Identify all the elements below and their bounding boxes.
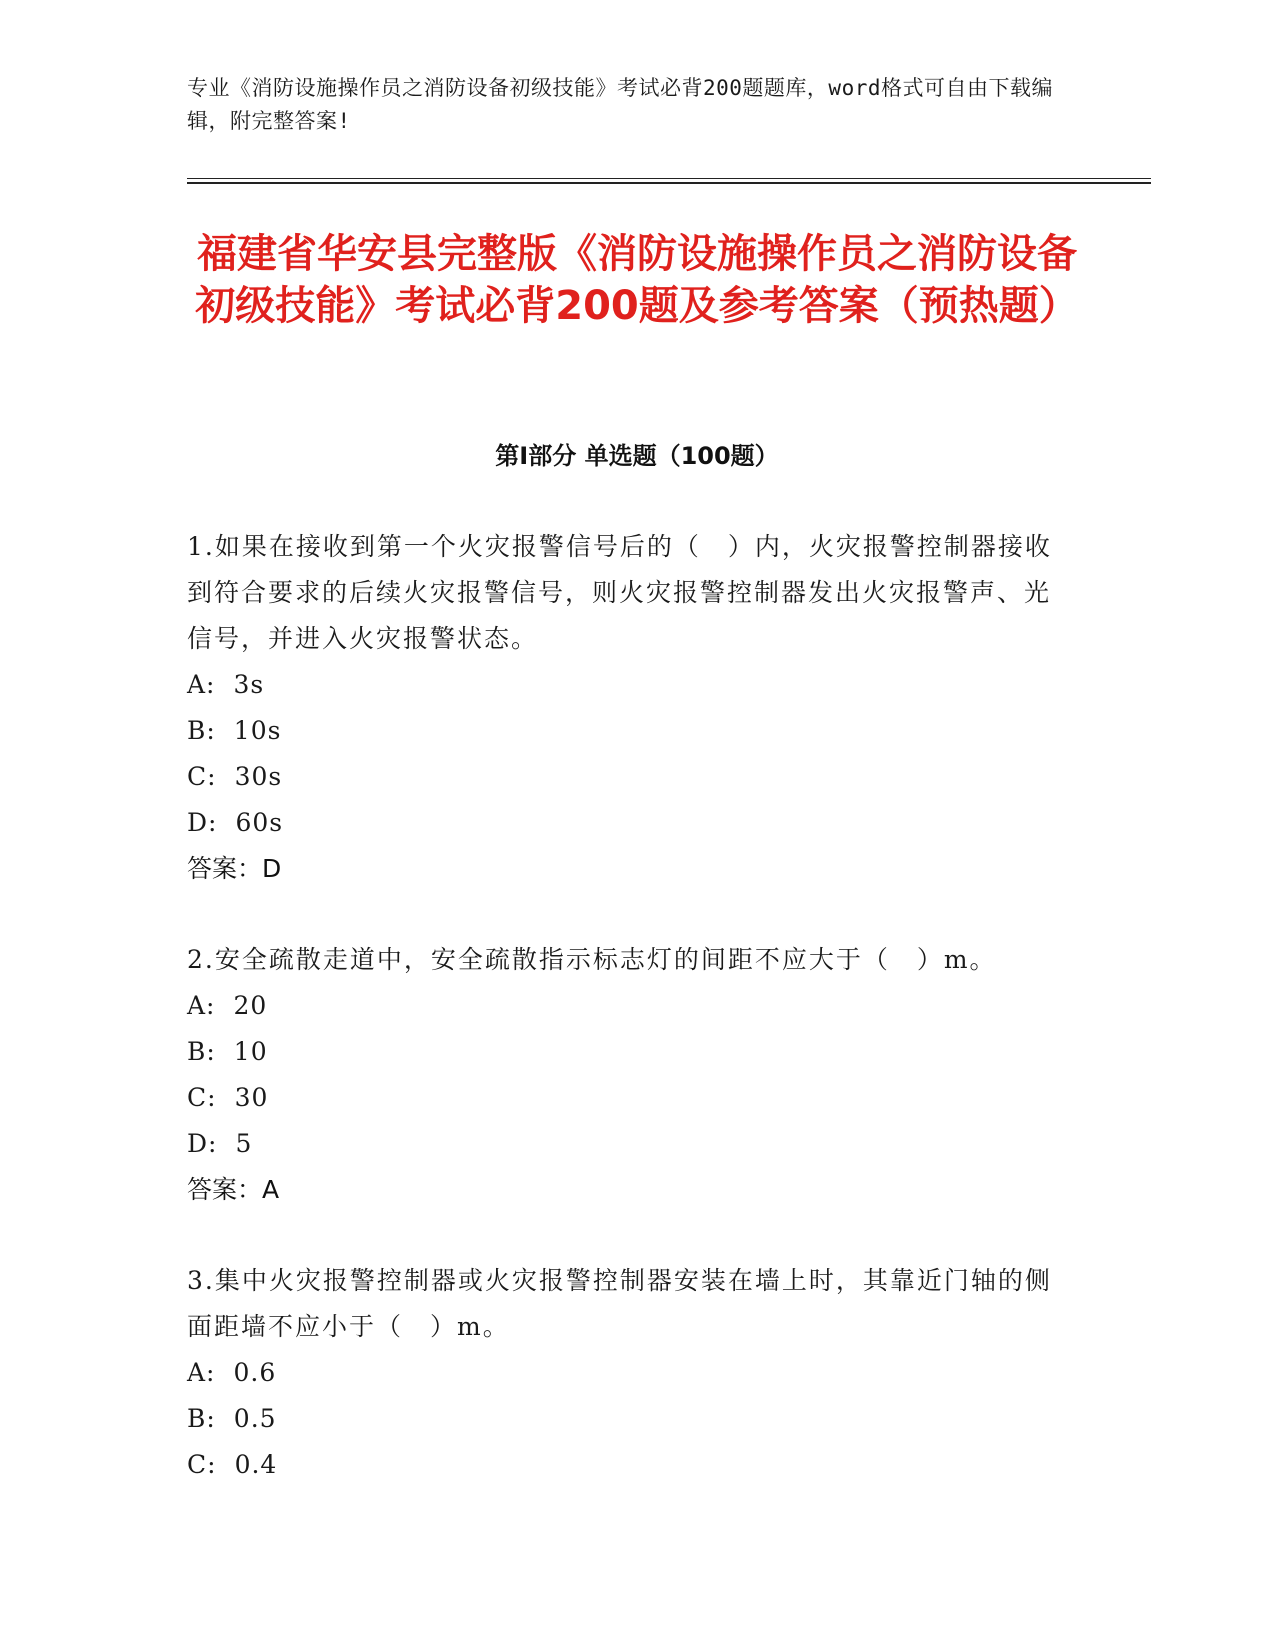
question-list	[187, 524, 1067, 1533]
option-key: C:	[187, 1450, 217, 1479]
option-c	[187, 1075, 1067, 1121]
option-value: 3s	[233, 670, 265, 699]
option-b	[187, 1029, 1067, 1075]
option-value: 20	[233, 991, 268, 1020]
header-note: 专业《消防设施操作员之消防设备初级技能》考试必背200题题库，word格式可自由下载编辑，附完整答案!	[187, 76, 1053, 133]
section-heading: 第I部分 单选题（100题）	[495, 442, 779, 470]
header-divider-thin	[187, 178, 1151, 179]
option-key: A:	[187, 670, 216, 699]
option-a	[187, 662, 1067, 708]
option-key: B:	[187, 716, 216, 745]
option-c	[187, 754, 1067, 800]
option-key: B:	[187, 1404, 216, 1433]
answer: 答案：A	[187, 1175, 280, 1204]
option-key: D:	[187, 1129, 218, 1158]
option-a	[187, 1350, 1067, 1396]
option-a	[187, 983, 1067, 1029]
option-value: 30	[234, 1083, 269, 1112]
option-c	[187, 1442, 1067, 1488]
option-value: 5	[235, 1129, 253, 1158]
option-value: 0.6	[233, 1358, 277, 1387]
option-value: 60s	[235, 808, 284, 837]
option-key: B:	[187, 1037, 216, 1066]
option-key: C:	[187, 1083, 217, 1112]
option-value: 10	[233, 1037, 268, 1066]
question-2	[187, 937, 1067, 1213]
option-key: D:	[187, 808, 218, 837]
option-value: 10s	[233, 716, 282, 745]
option-key: A:	[187, 991, 216, 1020]
question-1	[187, 524, 1067, 892]
question-text: 1.如果在接收到第一个火灾报警信号后的（ ）内，火灾报警控制器接收到符合要求的后续火灾报警信号，则火灾报警控制器发出火灾报警声、光信号，并进入火灾报警状态。	[187, 532, 1052, 653]
header-divider-thick	[187, 182, 1151, 184]
option-d	[187, 800, 1067, 846]
question-text: 2.安全疏散走道中，安全疏散指示标志灯的间距不应大于（ ）m。	[187, 945, 997, 974]
option-value: 30s	[234, 762, 283, 791]
option-d	[187, 1121, 1067, 1167]
document-title: 福建省华安县完整版《消防设施操作员之消防设备初级技能》考试必背200题及参考答案（预热题）	[195, 231, 1079, 329]
option-key: C:	[187, 762, 217, 791]
answer: 答案：D	[187, 854, 282, 883]
option-b	[187, 708, 1067, 754]
option-value: 0.4	[234, 1450, 278, 1479]
question-text: 3.集中火灾报警控制器或火灾报警控制器安装在墙上时，其靠近门轴的侧面距墙不应小于（ ）m。	[187, 1266, 1052, 1341]
option-value: 0.5	[233, 1404, 277, 1433]
option-key: A:	[187, 1358, 216, 1387]
question-3	[187, 1258, 1067, 1488]
option-b	[187, 1396, 1067, 1442]
